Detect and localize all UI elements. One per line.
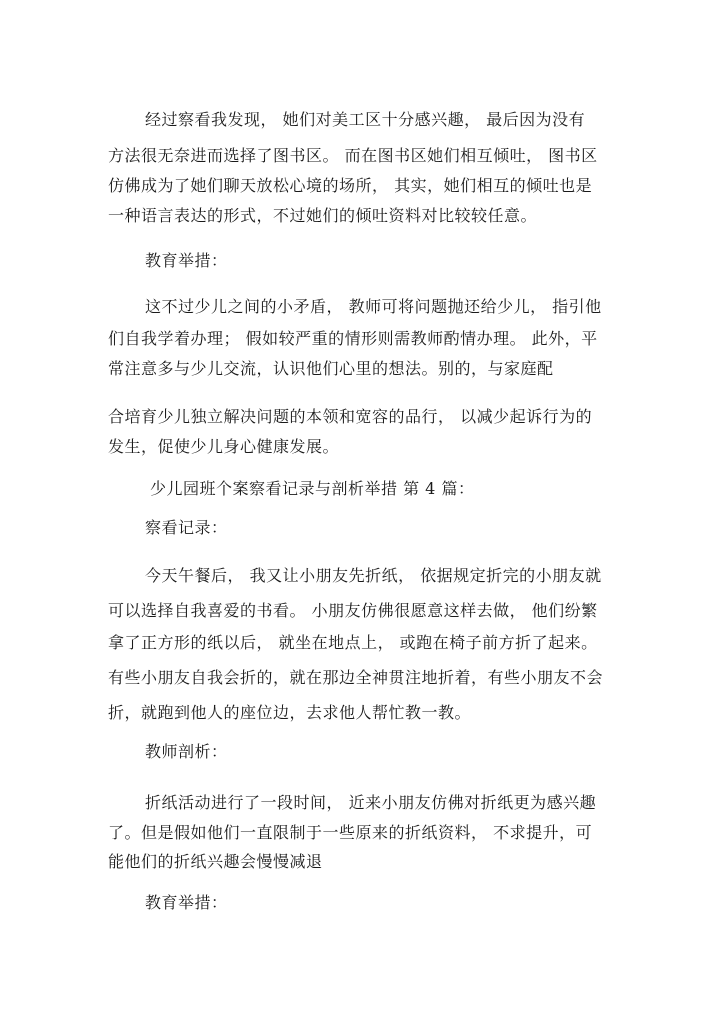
paragraph-4-line-5: 折，就跑到他人的座位边，去求他人帮忙教一教。 — [108, 703, 472, 722]
paragraph-1-line-3: 仿佛成为了她们聊天放松心境的场所， 其实，她们相互的倾吐也是 — [108, 176, 593, 195]
paragraph-2-line-2: 们自我学着办理； 假如较严重的情形则需教师酌情办理。 此外，平 — [108, 329, 598, 348]
paragraph-4-line-2: 可以选择自我喜爱的书看。 小朋友仿佛很愿意这样去做， 他们纷繁 — [108, 601, 598, 620]
paragraph-1-line-1: 经过察看我发现， 她们对美工区十分感兴趣， 最后因为没有 — [145, 110, 586, 129]
section-title: 少儿园班个案察看记录与剖析举措 第 4 篇： — [150, 479, 475, 498]
paragraph-3-line-1: 合培育少儿独立解决问题的本领和宽容的品行， 以减少起诉行为的 — [108, 407, 593, 426]
heading-education-measures-2: 教育举措： — [145, 893, 228, 912]
paragraph-4-line-3: 拿了正方形的纸以后， 就坐在地点上， 或跑在椅子前方折了起来。 — [108, 633, 598, 652]
paragraph-2-line-3: 常注意多与少儿交流，认识他们心里的想法。别的，与家庭配 — [108, 359, 554, 378]
heading-education-measures: 教育举措： — [145, 251, 228, 270]
paragraph-5-line-2: 了。但是假如他们一直限制于一些原来的折纸资料， 不求提升，可 — [108, 823, 593, 842]
paragraph-1-line-2: 方法很无奈进而选择了图书区。 而在图书区她们相互倾吐， 图书区 — [108, 146, 598, 165]
paragraph-5-line-1: 折纸活动进行了一段时间， 近来小朋友仿佛对折纸更为感兴趣 — [145, 793, 597, 812]
heading-teacher-analysis: 教师剖析： — [145, 742, 228, 761]
heading-observation-record: 察看记录： — [145, 518, 228, 537]
paragraph-1-line-4: 一种语言表达的形式，不过她们的倾吐资料对比较较任意。 — [108, 206, 538, 225]
paragraph-5-line-3: 能他们的折纸兴趣会慢慢减退 — [108, 852, 323, 871]
paragraph-3-line-2: 发生，促使少儿身心健康发展。 — [108, 437, 340, 456]
paragraph-4-line-1: 今天午餐后， 我又让小朋友先折纸， 依据规定折完的小朋友就 — [145, 566, 602, 585]
paragraph-4-line-4: 有些小朋友自我会折的，就在那边全神贯注地折着，有些小朋友不会 — [108, 668, 604, 687]
paragraph-2-line-1: 这不过少儿之间的小矛盾， 教师可将问题抛还给少儿， 指引他 — [145, 297, 602, 316]
